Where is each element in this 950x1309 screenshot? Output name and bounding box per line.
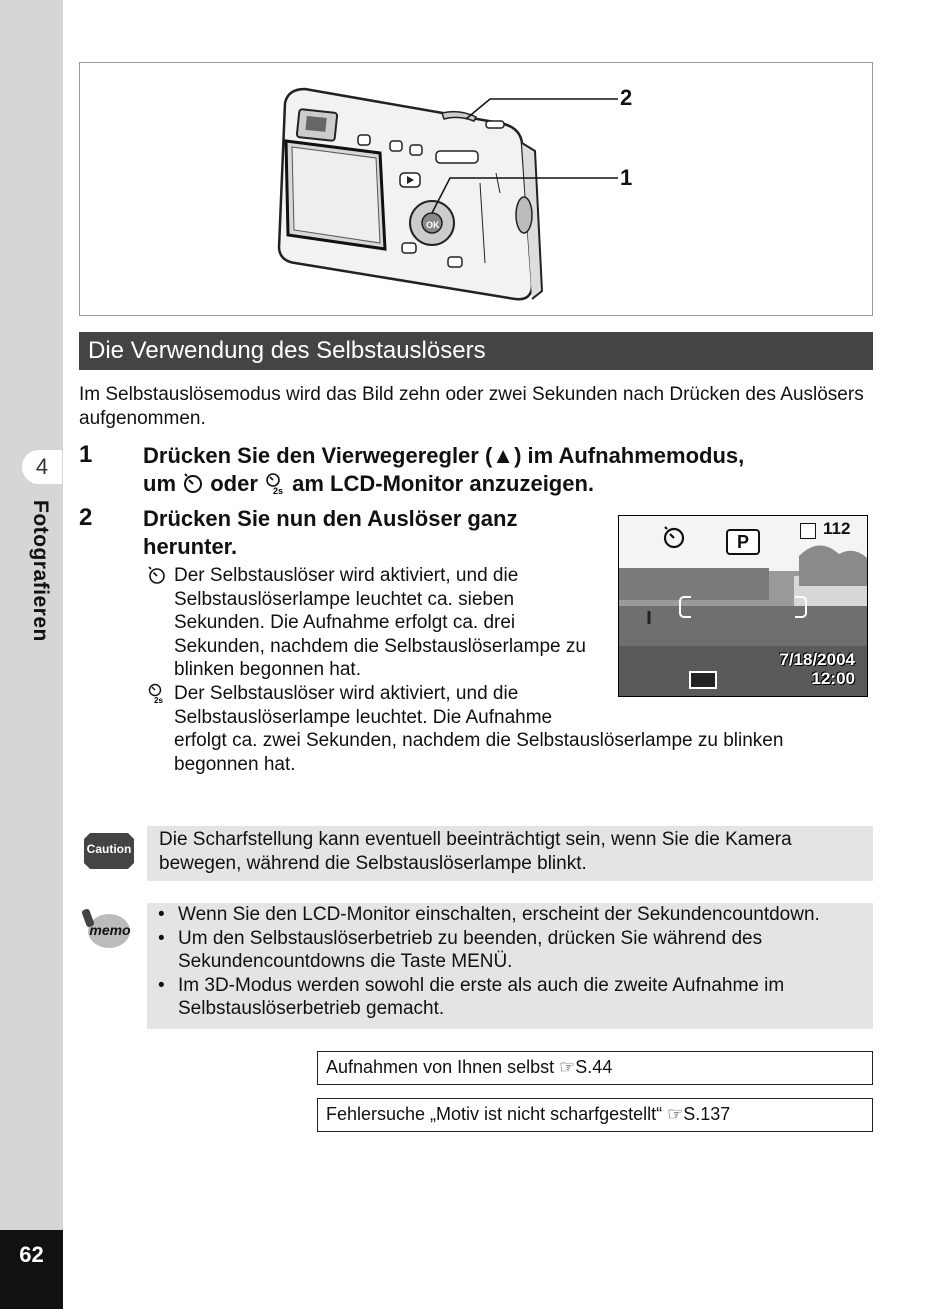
focus-frame-right: [795, 596, 807, 618]
shots-remaining: 112: [823, 519, 851, 538]
section-intro: Im Selbstauslösemodus wird das Bild zehn oder zwei Sekunden nach Drücken des Auslösers aufgenommen.: [79, 384, 864, 429]
chapter-number-tab: 4: [22, 450, 62, 484]
svg-text:2s: 2s: [154, 696, 163, 705]
camera-figure: [79, 62, 873, 316]
memo-item: • Um den Selbstauslöserbetrieb zu beenden, drücken Sie während des Sekundencountdowns die Taste MENÜ.: [158, 927, 763, 972]
section-title: Die Verwendung des Selbstauslösers: [79, 332, 873, 370]
memory-card-icon: [800, 523, 816, 539]
pointing-hand-icon: ☞: [559, 1057, 576, 1077]
camera-illustration: [80, 63, 872, 315]
step-2-number: 2: [79, 504, 93, 531]
lcd-date: 7/18/2004: [779, 650, 855, 669]
memo-item: • Im 3D-Modus werden sowohl die erste als auch die zweite Aufnahme im Selbstauslöserbetrieb gemacht.: [158, 974, 785, 1019]
callout-1: 1: [620, 165, 633, 190]
step-1-line2: um oder 2s am LCD-Monitor anzuzeigen.: [143, 471, 595, 496]
self-timer-icon: [661, 524, 687, 550]
chapter-label: Fotografieren: [29, 500, 52, 642]
reference-self-portrait[interactable]: Aufnahmen von Ihnen selbst ☞S.44: [317, 1051, 873, 1085]
self-timer-icon: [182, 472, 204, 494]
memo-icon: memo: [82, 907, 132, 951]
step-1-number: 1: [79, 441, 93, 468]
step-1-line1: Drücken Sie den Vierwegeregler (▲) im Aufnahmemodus,: [143, 443, 745, 468]
page-number: 62: [0, 1230, 63, 1309]
memo-note: [147, 903, 873, 1029]
self-timer-2s-icon: [264, 471, 286, 495]
pointing-hand-icon: ☞: [667, 1104, 684, 1124]
svg-text:OK: OK: [426, 220, 440, 230]
self-timer-icon: [143, 564, 171, 586]
self-timer-2s-icon: [143, 682, 171, 706]
caution-note: Die Scharfstellung kann eventuell beeinträchtigt sein, wenn Sie die Kamera bewegen, während die Selbstauslöserlampe blinkt.: [147, 826, 873, 881]
caution-icon: Caution: [80, 829, 138, 873]
bullet-timer-2s: 2s Der Selbstauslöser wird aktiviert, und die Selbstauslöserlampe leuchtet. Die Aufnahme erfolgt ca. zwei Sekunden, nachdem die Selbstauslöserlampe zu blinken begonnen hat.: [143, 682, 863, 776]
step-2-text: Drücken Sie nun den Auslöser ganz herunter.: [143, 506, 518, 559]
step-1-text: [143, 442, 863, 498]
memo-item: • Wenn Sie den LCD-Monitor einschalten, erscheint der Sekundencountdown.: [158, 904, 820, 925]
focus-frame-left: [679, 596, 691, 618]
reference-troubleshooting[interactable]: Fehlersuche „Motiv ist nicht scharfgestellt“ ☞S.137: [317, 1098, 873, 1132]
mode-indicator: P: [726, 529, 760, 555]
callout-2: 2: [620, 85, 633, 110]
svg-text:2s: 2s: [273, 486, 284, 495]
battery-icon: [689, 671, 717, 689]
lcd-monitor-preview: [618, 515, 868, 697]
bullet-timer-10s: Der Selbstauslöser wird aktiviert, und die Selbstauslöserlampe leuchtet ca. sieben Sekunden. Die Aufnahme erfolgt ca. drei Sekunden, nachdem die Selbstauslöserlampe zu blinken begonnen hat.: [143, 564, 603, 682]
chapter-sidebar: [0, 0, 63, 1309]
lcd-time: 12:00: [811, 669, 855, 688]
